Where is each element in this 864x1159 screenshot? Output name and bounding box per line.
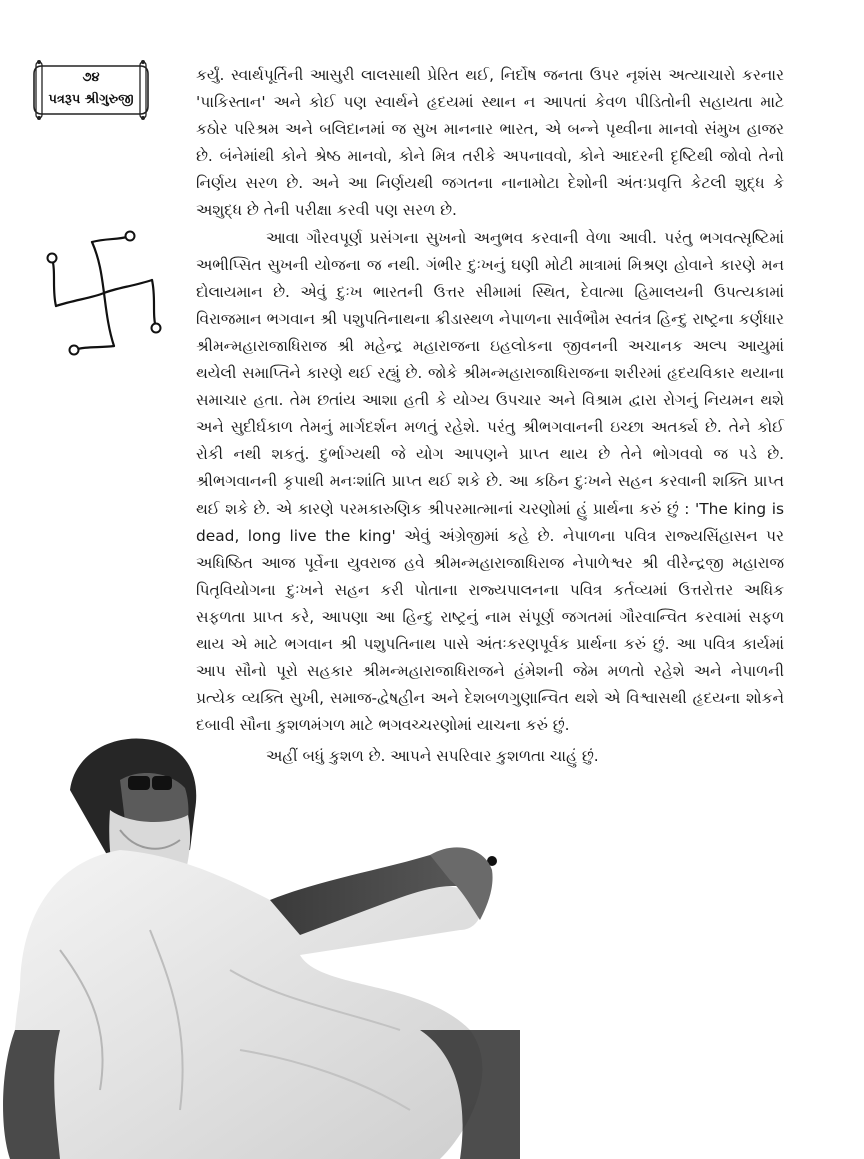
book-title: પત્રરૂપ શ્રીગુરુજી bbox=[48, 92, 134, 107]
paragraph: આવા ગૌરવપૂર્ણ પ્રસંગના સુખનો અનુભવ કરવાની વેળા આવી. પરંતુ ભગવત્સૃષ્ટિમાં અભીપ્સિત સુખની યોજના જ નથી. ગંભીર દુઃખનું ઘણી મોટી માત્રામાં મિશ્રણ હોવાને કારણે મન દોલાયમાન છે. એવું દુઃખ ભારતની ઉત્તર સીમામાં સ્થિત, દેવાત્મા હિમાલયની ઉપત્યકામાં વિરાજમાન ભગવાન શ્રી પશુપતિનાથના ક્રીડાસ્થળ નેપાળના સાર્વભૌમ સ્વતંત્ર હિન્દુ રાષ્ટ્રના કર્ણધાર શ્રીમન્મહારાજાધિરાજ શ્રી મહેન્દ્ર મહારાજના ઇહલોકના જીવનની અચાનક અલ્પ આયુમાં થયેલી સમાપ્તિને કારણે થઈ રહ્યું છે. જોકે શ્રીમન્મહારાજાધિરાજના શરીરમાં હૃદયવિકાર થયાના સમાચાર હતા. તેમ છતાંય આશા હતી કે યોગ્ય ઉપચાર અને વિશ્રામ દ્વારા રોગનું નિયમન થશે અને સુદીર્ઘકાળ તેમનું માર્ગદર્શન મળતું રહેશે. પરંતુ શ્રીભગવાનની ઇચ્છા અતર્ક્ય છે. તેને કોઈ રોકી નથી શકતું. દુર્ભાગ્યથી જે યોગ આપણને પ્રાપ્ત થાય છે તેને ભોગવવો જ પડે છે. શ્રીભગવાનની કૃપાથી મનઃશાંતિ પ્રાપ્ત થઈ શકે છે. આ કઠિન દુઃખને સહન કરવાની શક્તિ પ્રાપ્ત થઈ શકે છે. એ કારણે પરમકારુણિક શ્રીપરમાત્માનાં ચરણોમાં હું પ્રાર્થના કરું છું : 'The king is dead, long live the king' એવું અંગ્રેજીમાં કહે છે. નેપાળના પવિત્ર રાજ્યસિંહાસન પર અધિષ્ઠિત આજ પૂર્વેના યુવરાજ હવે શ્રીમન્મહારાજાધિરાજ નેપાળેશ્વર શ્રી વીરેન્દ્રજી મહારાજ પિતૃવિયોગના દુઃખને સહન કરી પોતાના રાજ્યપાલનના પવિત્ર કર્તવ્યમાં ઉત્તરોત્તર અધિક સફળતા પ્રાપ્ત કરે, આપણા આ હિન્દુ રાષ્ટ્રનું નામ સંપૂર્ણ જગતમાં ગૌરવાન્વિત કરવામાં સફળ થાય એ માટે ભગવાન શ્રી પશુપતિનાથ પાસે અંતઃકરણપૂર્વક પ્રાર્થના કરું છું. આ પવિત્ર કાર્યમાં આપ સૌનો પૂરો સહકાર શ્રીમન્મહારાજાધિરાજને હંમેશની જેમ મળતો રહેશે અને નેપાળની પ્રત્યેક વ્યક્તિ સુખી, સમાજ-દ્વેષહીન અને દેશબળગુણાન્વિત થશે એ વિશ્વાસથી હૃદયના શોકને દબાવી સૌના કુશળમંગળ માટે ભગવચ્ચરણોમાં યાચના કરું છું. bbox=[196, 228, 784, 735]
paragraph: કર્યું. સ્વાર્થપૂર્તિની આસુરી લાલસાથી પ્રેરિત થઈ, નિર્દોષ જનતા ઉપર નૃશંસ અત્યાચારો કરનાર 'પાકિસ્તાન' અને કોઈ પણ સ્વાર્થને હૃદયમાં સ્થાન ન આપતાં કેવળ પીડિતોની સહાયતા માટે કઠોર પરિશ્રમ અને બલિદાનમાં જ સુખ માનનાર ભારત, એ બન્ને પૃથ્વીના માનવો સંમુખ હાજર છે. બંનેમાંથી કોને શ્રેષ્ઠ માનવો, કોને મિત્ર તરીકે અપનાવવો, કોને આદરની દૃષ્ટિથી જોવો તેનો નિર્ણય સરળ છે. અને આ નિર્ણયથી જગતના નાનામોટા દેશોની અંતઃપ્રવૃત્તિ કેટલી શુદ્ધ કે અશુદ્ધ છે તેની પરીક્ષા કરવી પણ સરળ છે. bbox=[196, 66, 784, 220]
closing-line: અહીં બધું કુશળ છે. આપને સપરિવાર કુશળતા ચાહું છું. bbox=[266, 747, 599, 766]
letter-body bbox=[196, 62, 784, 770]
swastika-ornament-icon bbox=[44, 228, 164, 358]
seated-man-photo bbox=[0, 730, 520, 1159]
page-number: ૭૪ bbox=[82, 70, 100, 85]
page-header-scroll bbox=[28, 60, 154, 120]
scroll-frame-icon bbox=[28, 60, 154, 120]
